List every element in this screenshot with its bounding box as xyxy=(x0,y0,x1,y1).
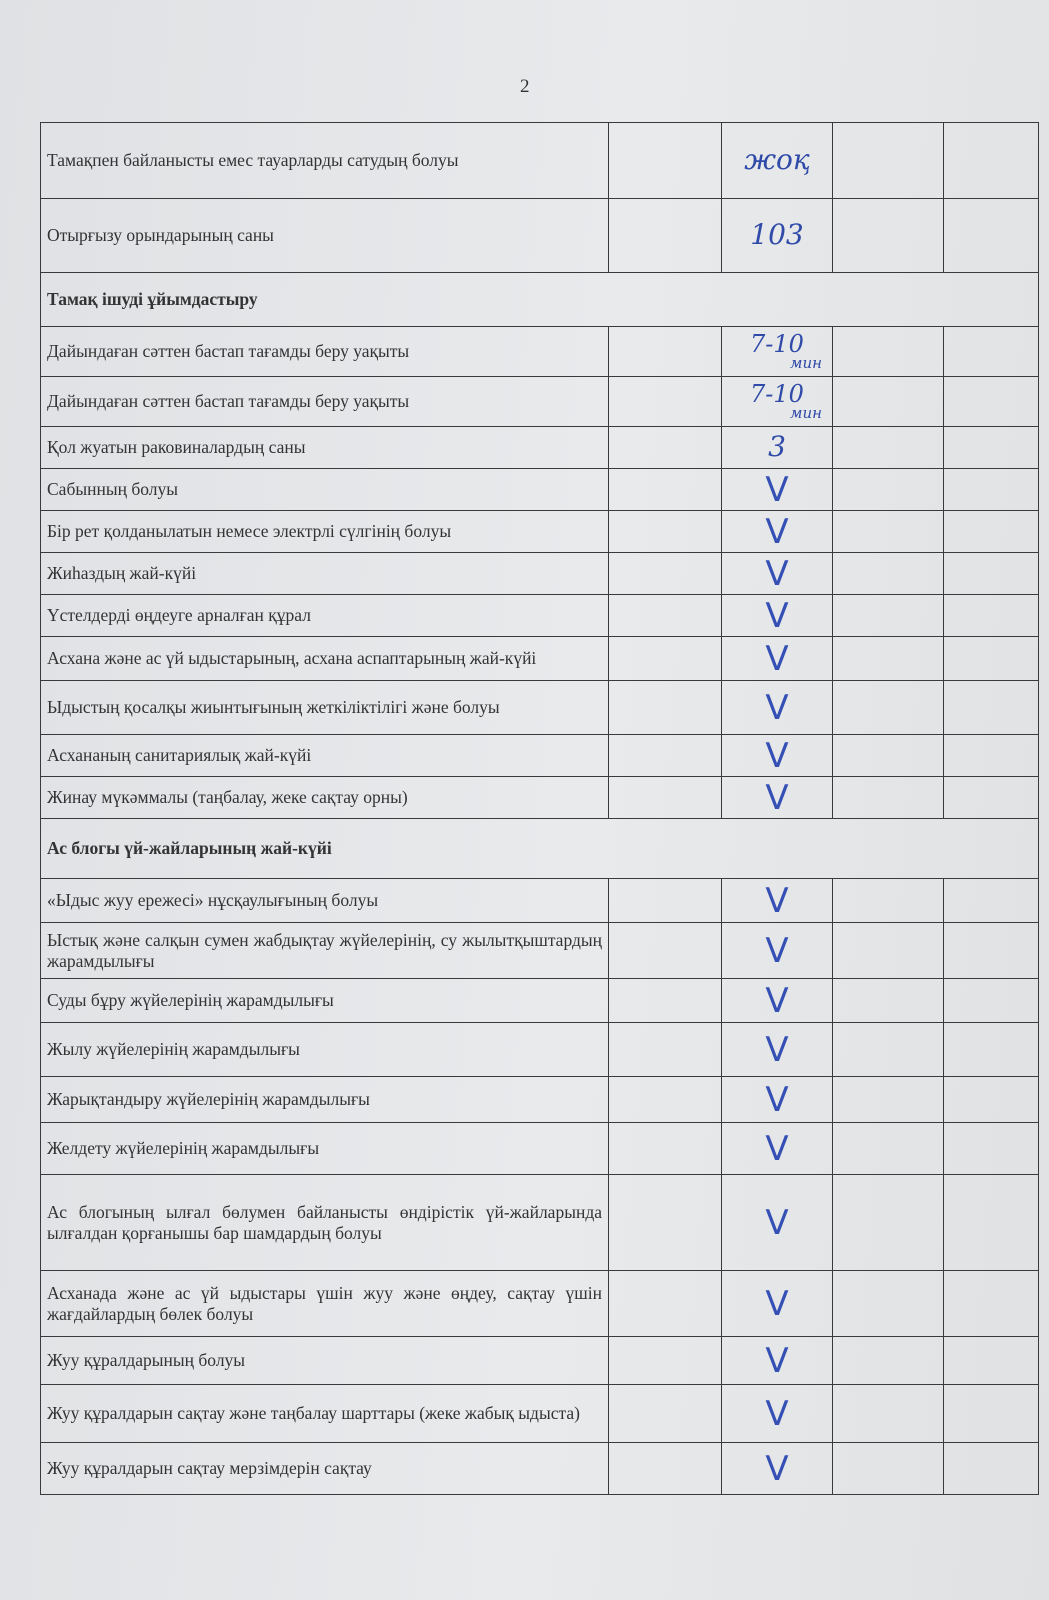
empty-cell xyxy=(609,1023,722,1077)
table-row xyxy=(41,879,1039,923)
empty-cell xyxy=(944,553,1039,595)
handwritten-check-mark: V xyxy=(765,1079,789,1120)
answer-cell xyxy=(722,1175,833,1271)
answer-cell xyxy=(722,1123,833,1175)
empty-cell xyxy=(833,595,944,637)
answer-cell xyxy=(722,511,833,553)
table-row xyxy=(41,1385,1039,1443)
empty-cell xyxy=(833,1385,944,1443)
table-row xyxy=(41,595,1039,637)
empty-cell xyxy=(609,923,722,979)
handwritten-unit: мин xyxy=(790,404,822,422)
empty-cell xyxy=(833,681,944,735)
empty-cell xyxy=(833,377,944,427)
criterion-text: Отырғызу орындарының саны xyxy=(41,199,609,273)
empty-cell xyxy=(944,735,1039,777)
answer-cell xyxy=(722,681,833,735)
section-row xyxy=(41,819,1039,879)
handwritten-check-mark: V xyxy=(765,777,789,818)
empty-cell xyxy=(833,979,944,1023)
handwritten-answer: 103 xyxy=(750,218,804,252)
criterion-text: Жарықтандыру жүйелерінің жарамдылығы xyxy=(41,1077,609,1123)
answer-cell xyxy=(722,923,833,979)
empty-cell xyxy=(609,777,722,819)
section-row xyxy=(41,273,1039,327)
empty-cell xyxy=(833,553,944,595)
handwritten-check-mark: V xyxy=(765,1128,789,1169)
answer-cell xyxy=(722,879,833,923)
answer-cell xyxy=(722,595,833,637)
empty-cell xyxy=(609,377,722,427)
handwritten-answer: 7-10 xyxy=(750,380,804,408)
answer-cell xyxy=(722,553,833,595)
empty-cell xyxy=(833,1175,944,1271)
handwritten-check-mark: V xyxy=(765,1029,789,1070)
criterion-text: Суды бұру жүйелерінің жарамдылығы xyxy=(41,979,609,1023)
criterion-text: Желдету жүйелерінің жарамдылығы xyxy=(41,1123,609,1175)
table-row xyxy=(41,1123,1039,1175)
handwritten-check-mark: V xyxy=(765,980,789,1021)
empty-cell xyxy=(944,979,1039,1023)
answer-cell xyxy=(722,637,833,681)
criterion-text: Асхананың санитариялық жай-күйі xyxy=(41,735,609,777)
answer-cell xyxy=(722,1385,833,1443)
empty-cell xyxy=(833,1271,944,1337)
criterion-text: Дайындаған сәттен бастап тағамды беру уақыты xyxy=(41,327,609,377)
empty-cell xyxy=(944,123,1039,199)
empty-cell xyxy=(833,879,944,923)
criterion-text: Жылу жүйелерінің жарамдылығы xyxy=(41,1023,609,1077)
empty-cell xyxy=(833,1023,944,1077)
empty-cell xyxy=(944,377,1039,427)
empty-cell xyxy=(609,879,722,923)
criterion-text: Асхана және ас үй ыдыстарының, асхана аспаптарының жай-күйі xyxy=(41,637,609,681)
empty-cell xyxy=(944,777,1039,819)
handwritten-check-mark: V xyxy=(765,595,789,636)
answer-cell xyxy=(722,1077,833,1123)
empty-cell xyxy=(944,637,1039,681)
handwritten-check-mark: V xyxy=(765,687,789,728)
empty-cell xyxy=(833,637,944,681)
empty-cell xyxy=(944,327,1039,377)
table-row xyxy=(41,377,1039,427)
handwritten-unit: мин xyxy=(790,354,822,372)
table-row xyxy=(41,327,1039,377)
empty-cell xyxy=(944,511,1039,553)
table-row xyxy=(41,1271,1039,1337)
handwritten-check-mark: V xyxy=(765,511,789,552)
answer-cell xyxy=(722,979,833,1023)
empty-cell xyxy=(833,427,944,469)
handwritten-check-mark: V xyxy=(765,880,789,921)
empty-cell xyxy=(833,1337,944,1385)
empty-cell xyxy=(944,1077,1039,1123)
empty-cell xyxy=(609,199,722,273)
section-heading: Тамақ ішуді ұйымдастыру xyxy=(41,273,1039,327)
handwritten-check-mark: V xyxy=(765,1283,789,1324)
empty-cell xyxy=(833,199,944,273)
table-row xyxy=(41,1175,1039,1271)
empty-cell xyxy=(609,1271,722,1337)
table-row xyxy=(41,923,1039,979)
empty-cell xyxy=(944,1123,1039,1175)
empty-cell xyxy=(609,1443,722,1495)
empty-cell xyxy=(609,1175,722,1271)
answer-cell xyxy=(722,327,833,377)
table-row xyxy=(41,469,1039,511)
handwritten-answer: 7-10 xyxy=(750,330,804,358)
answer-cell xyxy=(722,777,833,819)
empty-cell xyxy=(833,923,944,979)
empty-cell xyxy=(944,595,1039,637)
empty-cell xyxy=(609,123,722,199)
answer-cell xyxy=(722,199,833,273)
table-row xyxy=(41,777,1039,819)
section-heading: Ас блогы үй-жайларының жай-күйі xyxy=(41,819,1039,879)
empty-cell xyxy=(609,735,722,777)
empty-cell xyxy=(944,427,1039,469)
table-row xyxy=(41,735,1039,777)
table-row xyxy=(41,199,1039,273)
criterion-text: Жинау мүкәммалы (таңбалау, жеке сақтау орны) xyxy=(41,777,609,819)
criterion-text: Сабынның болуы xyxy=(41,469,609,511)
empty-cell xyxy=(944,1337,1039,1385)
empty-cell xyxy=(609,427,722,469)
empty-cell xyxy=(609,327,722,377)
empty-cell xyxy=(833,1443,944,1495)
criterion-text: Ыдыстың қосалқы жиынтығының жеткіліктілігі және болуы xyxy=(41,681,609,735)
empty-cell xyxy=(609,511,722,553)
table-row xyxy=(41,427,1039,469)
checklist-table xyxy=(40,122,1039,1495)
empty-cell xyxy=(833,327,944,377)
empty-cell xyxy=(609,595,722,637)
criterion-text: Ас блогының ылғал бөлумен байланысты өндірістік үй-жайларында ылғалдан қорғанышы бар шамдардың болуы xyxy=(41,1175,609,1271)
empty-cell xyxy=(944,879,1039,923)
answer-cell xyxy=(722,427,833,469)
table-row xyxy=(41,123,1039,199)
empty-cell xyxy=(609,1123,722,1175)
empty-cell xyxy=(944,1443,1039,1495)
handwritten-check-mark: V xyxy=(765,1202,789,1243)
criterion-text: Жуу құралдарын сақтау және таңбалау шарттары (жеке жабық ыдыста) xyxy=(41,1385,609,1443)
handwritten-check-mark: V xyxy=(765,1448,789,1489)
answer-cell xyxy=(722,735,833,777)
empty-cell xyxy=(609,681,722,735)
checklist-body xyxy=(41,123,1039,1495)
empty-cell xyxy=(944,1023,1039,1077)
criterion-text: «Ыдыс жуу ережесі» нұсқаулығының болуы xyxy=(41,879,609,923)
empty-cell xyxy=(609,553,722,595)
empty-cell xyxy=(833,469,944,511)
criterion-text: Жуу құралдарының болуы xyxy=(41,1337,609,1385)
table-row xyxy=(41,1337,1039,1385)
empty-cell xyxy=(609,1077,722,1123)
empty-cell xyxy=(833,735,944,777)
table-row xyxy=(41,553,1039,595)
answer-cell xyxy=(722,469,833,511)
handwritten-check-mark: V xyxy=(765,469,789,510)
criterion-text: Жуу құралдарын сақтау мерзімдерін сақтау xyxy=(41,1443,609,1495)
criterion-text: Дайындаған сәттен бастап тағамды беру уақыты xyxy=(41,377,609,427)
handwritten-check-mark: V xyxy=(765,553,789,594)
answer-cell xyxy=(722,1023,833,1077)
empty-cell xyxy=(944,1385,1039,1443)
empty-cell xyxy=(944,199,1039,273)
criterion-text: Бір рет қолданылатын немесе электрлі сүлгінің болуы xyxy=(41,511,609,553)
empty-cell xyxy=(944,681,1039,735)
table-row xyxy=(41,1443,1039,1495)
criterion-text: Ыстық және салқын сумен жабдықтау жүйелерінің, су жылытқыштардың жарамдылығы xyxy=(41,923,609,979)
empty-cell xyxy=(944,1175,1039,1271)
table-row xyxy=(41,681,1039,735)
criterion-text: Асханада және ас үй ыдыстары үшін жуу және өңдеу, сақтау үшін жағдайлардың бөлек болуы xyxy=(41,1271,609,1337)
empty-cell xyxy=(609,979,722,1023)
empty-cell xyxy=(609,1337,722,1385)
empty-cell xyxy=(833,777,944,819)
empty-cell xyxy=(609,1385,722,1443)
handwritten-answer: 3 xyxy=(768,430,786,464)
handwritten-check-mark: V xyxy=(765,930,789,971)
criterion-text: Тамақпен байланысты емес тауарларды сатудың болуы xyxy=(41,123,609,199)
table-row xyxy=(41,1077,1039,1123)
empty-cell xyxy=(609,469,722,511)
handwritten-check-mark: V xyxy=(765,1393,789,1434)
empty-cell xyxy=(944,469,1039,511)
handwritten-answer: жоқ xyxy=(744,143,810,177)
answer-cell xyxy=(722,377,833,427)
table-row xyxy=(41,637,1039,681)
empty-cell xyxy=(609,637,722,681)
answer-cell xyxy=(722,1271,833,1337)
table-row xyxy=(41,511,1039,553)
table-row xyxy=(41,1023,1039,1077)
answer-cell xyxy=(722,1443,833,1495)
table-row xyxy=(41,979,1039,1023)
empty-cell xyxy=(833,1123,944,1175)
criterion-text: Үстелдерді өңдеуге арналған құрал xyxy=(41,595,609,637)
handwritten-check-mark: V xyxy=(765,735,789,776)
answer-cell xyxy=(722,123,833,199)
empty-cell xyxy=(944,1271,1039,1337)
handwritten-check-mark: V xyxy=(765,1340,789,1381)
empty-cell xyxy=(833,1077,944,1123)
empty-cell xyxy=(833,123,944,199)
criterion-text: Қол жуатын раковиналардың саны xyxy=(41,427,609,469)
empty-cell xyxy=(833,511,944,553)
handwritten-check-mark: V xyxy=(765,638,789,679)
empty-cell xyxy=(944,923,1039,979)
criterion-text: Жиһаздың жай-күйі xyxy=(41,553,609,595)
answer-cell xyxy=(722,1337,833,1385)
page-number: 2 xyxy=(520,76,530,97)
